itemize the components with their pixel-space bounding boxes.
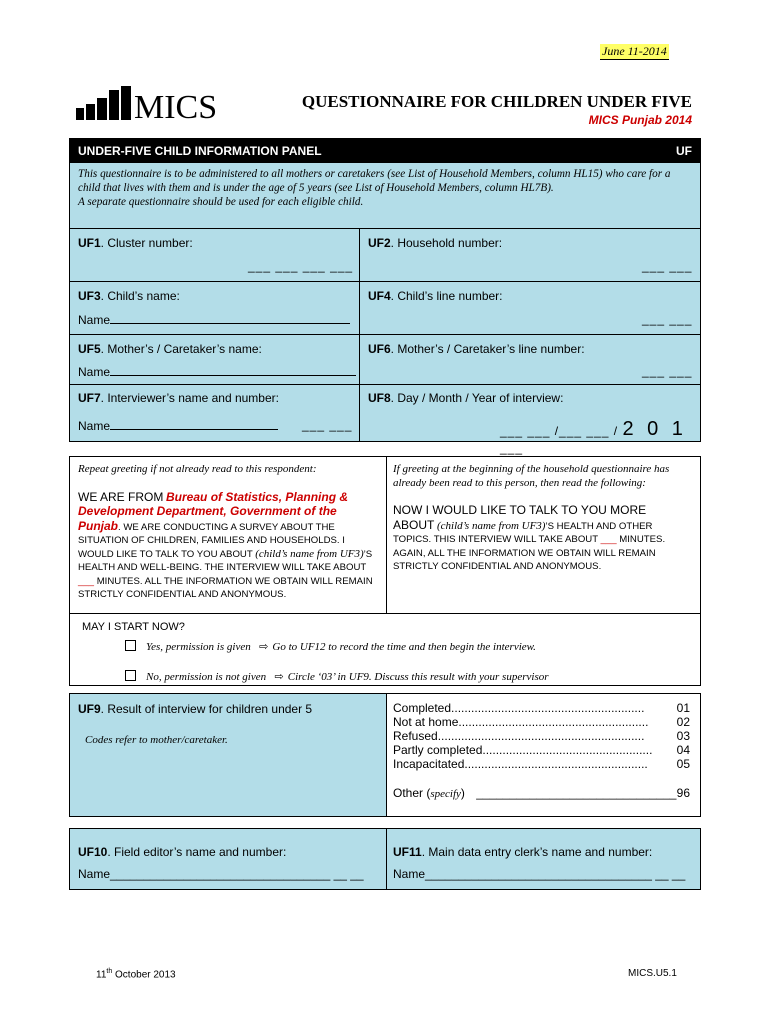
svg-text:MICS: MICS xyxy=(134,89,218,120)
uf11-label: UF11. Main data entry clerk’s name and number: xyxy=(393,845,653,859)
uf9-option-code: 04 xyxy=(676,743,690,757)
interview-date-field[interactable]: ___ ___ /___ ___ / 2 0 1 ___ xyxy=(500,418,687,455)
uf9-option-other-code: 96 xyxy=(676,786,690,800)
minutes-blank[interactable]: ___ xyxy=(600,534,617,545)
uf10-label: UF10. Field editor’s name and number: xyxy=(78,845,287,859)
cluster-number-field[interactable]: ___ ___ ___ ___ xyxy=(248,259,354,273)
footer-form-id: MICS.U5.1 xyxy=(628,968,677,979)
uf9-option-code: 05 xyxy=(676,757,690,771)
uf9-option-other[interactable]: Other (specify) ______________________________ xyxy=(393,786,677,800)
child-information-panel xyxy=(69,138,701,455)
panel-header xyxy=(70,139,700,163)
uf9-option[interactable]: Not at home......................................................... xyxy=(393,715,649,729)
footer-date: 11th October 2013 xyxy=(96,968,176,981)
uf7-label: UF7. Interviewer’s name and number: xyxy=(78,391,279,405)
uf1-label: UF1. Cluster number: xyxy=(78,236,193,250)
interviewer-name-field[interactable]: Name xyxy=(78,418,278,433)
page-title: QUESTIONNAIRE FOR CHILDREN UNDER FIVE xyxy=(301,92,692,111)
permission-no-option[interactable]: No, permission is not given ⇨ Circle ‘03’ in UF9. Discuss this result with your supervisor xyxy=(125,667,549,685)
consent-right-text: NOW I WOULD LIKE TO TALK TO YOU MORE ABOUT (child’s name from UF3)’S HEALTH AND OTHER TOPICS. THIS INTERVIEW WILL TAKE ABOUT ___ MINUTES. AGAIN, ALL THE INFORMATION WE OBTAIN WILL REMAIN STRICTLY CONFIDENTIAL AND ANONYMOUS. xyxy=(393,503,666,572)
panel-instruction-1: This questionnaire is to be administered to all mothers or caretakers (see List of Household Members, column HL15) who care for a child that lives with them and is under the age of 5 years (see List of Household Members, column HL7B). xyxy=(78,168,671,194)
uf8-label: UF8. Day / Month / Year of interview: xyxy=(368,391,564,405)
divider xyxy=(70,228,700,229)
uf9-option-code: 01 xyxy=(676,701,690,715)
uf3-label: UF3. Child’s name: xyxy=(78,289,180,303)
uf6-label: UF6. Mother’s / Caretaker’s line number: xyxy=(368,342,585,356)
divider xyxy=(359,228,360,441)
consent-left-text: WE ARE FROM Bureau of Statistics, Planning & Development Department, Government of the Punjab. WE ARE CONDUCTING A SURVEY ABOUT THE SITUATION OF CHILDREN, FAMILIES AND HOUSEHOLDS. I WOULD LIKE TO TALK TO YOU ABOUT (child’s name from UF3)’S HEALTH AND WELL-BEING. THE INTERVIEW WILL TAKE ABOUT ___ MINUTES. ALL THE INFORMATION WE OBTAIN WILL REMAIN STRICTLY CONFIDENTIAL AND ANONYMOUS. xyxy=(78,489,373,600)
permission-yes-option[interactable]: Yes, permission is given ⇨ Go to UF12 to record the time and then begin the interview. xyxy=(125,637,536,655)
uf9-option[interactable]: Completed.......................................................... xyxy=(393,701,645,715)
panel-instructions xyxy=(78,167,690,209)
version-date: June 11-2014 xyxy=(602,44,667,58)
consent-left-column xyxy=(78,463,378,602)
panel-header-title: UNDER-FIVE CHILD INFORMATION PANEL xyxy=(78,144,322,158)
consent-right-intro: If greeting at the beginning of the household questionnaire has already been read to this person, then read the following: xyxy=(393,463,670,489)
consent-section xyxy=(69,456,701,686)
organization-name: Bureau of Statistics, Planning & Development Department, Government of the Punjab xyxy=(78,489,349,533)
uf5-label: UF5. Mother’s / Caretaker’s name: xyxy=(78,342,262,356)
caretaker-name-field[interactable]: Name xyxy=(78,364,356,379)
minutes-blank[interactable]: ___ xyxy=(78,575,95,587)
divider xyxy=(70,384,700,385)
uf4-label: UF4. Child’s line number: xyxy=(368,289,503,303)
divider xyxy=(386,457,387,613)
consent-left-intro: Repeat greeting if not already read to this respondent: xyxy=(78,463,317,475)
page-subtitle: MICS Punjab 2014 xyxy=(588,113,692,127)
data-entry-clerk-name-field[interactable]: Name__________________________________ __ __ xyxy=(393,867,686,881)
panel-header-code: UF xyxy=(676,144,692,158)
caretaker-line-number-field[interactable]: ___ ___ xyxy=(642,364,693,378)
panel-instruction-2: A separate questionnaire should be used for each eligible child. xyxy=(78,196,364,208)
divider xyxy=(386,694,387,816)
divider xyxy=(70,334,700,335)
interviewer-number-field[interactable]: ___ ___ xyxy=(302,418,353,432)
uf9-option-code: 02 xyxy=(676,715,690,729)
uf9-label: UF9. Result of interview for children under 5 xyxy=(78,702,313,716)
uf9-note: Codes refer to mother/caretaker. xyxy=(85,734,228,746)
checkbox[interactable] xyxy=(125,670,136,681)
checkbox[interactable] xyxy=(125,640,136,651)
uf9-result-section xyxy=(69,693,701,817)
uf9-option[interactable]: Partly completed................................................... xyxy=(393,743,653,757)
divider xyxy=(70,281,700,282)
uf10-uf11-section xyxy=(69,828,701,890)
uf9-question xyxy=(70,694,386,816)
arrow-right-icon: ⇨ xyxy=(274,671,284,683)
year-prefix: 2 0 1 xyxy=(622,418,687,440)
field-editor-name-field[interactable]: Name_________________________________ __ __ xyxy=(78,867,364,881)
uf9-option-code: 03 xyxy=(676,729,690,743)
household-number-field[interactable]: ___ ___ xyxy=(642,259,693,273)
child-name-field[interactable]: Name xyxy=(78,312,350,327)
uf9-option[interactable]: Refused.............................................................. xyxy=(393,729,645,743)
child-line-number-field[interactable]: ___ ___ xyxy=(642,312,693,326)
may-start-question: MAY I START NOW? xyxy=(82,621,185,633)
divider xyxy=(70,613,700,614)
arrow-right-icon: ⇨ xyxy=(259,641,269,653)
consent-right-column xyxy=(393,463,689,574)
uf2-label: UF2. Household number: xyxy=(368,236,503,250)
uf9-option[interactable]: Incapacitated....................................................... xyxy=(393,757,648,771)
divider xyxy=(386,829,387,889)
